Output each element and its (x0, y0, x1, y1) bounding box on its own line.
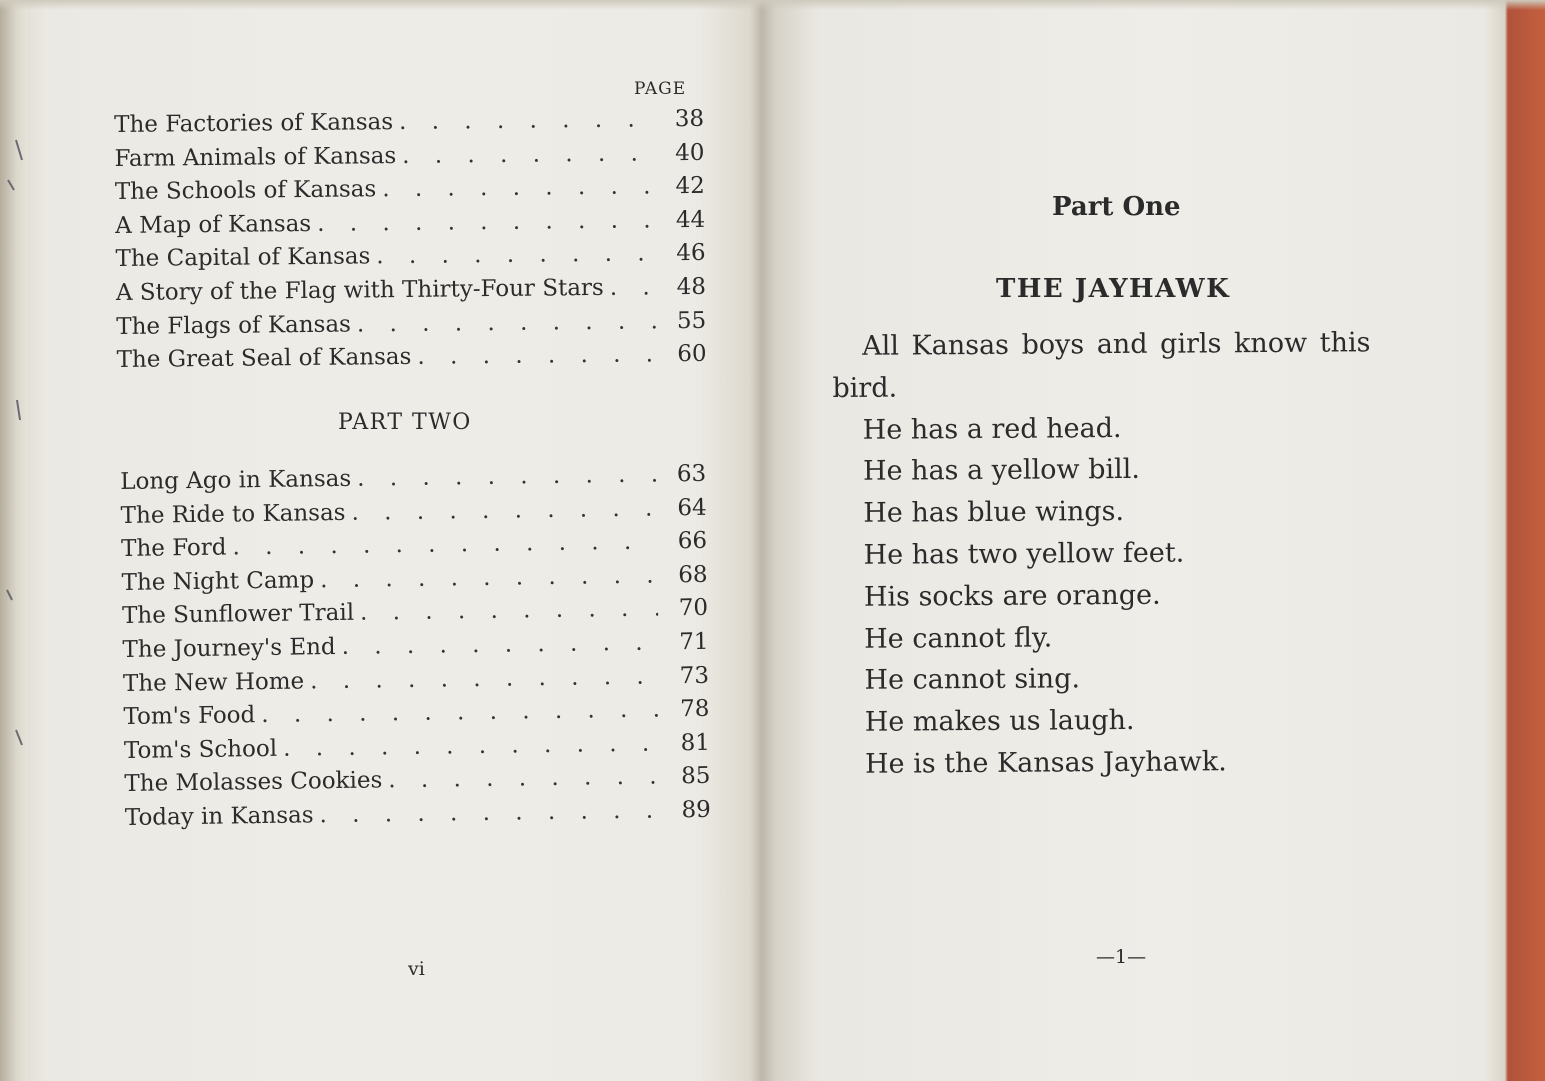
story-line: He is the Kansas Jayhawk. (864, 746, 1227, 780)
story-text (832, 322, 1425, 786)
toc-entry-title: A Map of Kansas (115, 210, 312, 239)
story-page (770, 0, 1505, 1081)
toc-entry-title: A Story of the Flag with Thirty-Four Stars (115, 274, 604, 306)
chapter-title: THE JAYHAWK (996, 274, 1231, 304)
story-first-paragraph: All Kansas boys and girls know this bird. (832, 327, 1371, 404)
toc-entry-title: The Journey's End (122, 633, 336, 663)
toc-entry-title: The Great Seal of Kansas (116, 344, 412, 374)
toc-entry-page: 63 (676, 460, 707, 488)
toc-entry-title: The Ford (120, 534, 227, 563)
toc-entry-page: 85 (680, 763, 711, 790)
toc-entry-page: 60 (677, 340, 707, 368)
toc-entry-title: The Sunflower Trail (121, 600, 355, 630)
toc-entry-page: 70 (678, 595, 709, 622)
toc-leader-dots (382, 171, 655, 207)
toc-leader-dots (610, 271, 656, 305)
toc-entry (116, 338, 706, 378)
toc-leader-dots (399, 103, 654, 139)
toc-entry-page: 73 (679, 662, 710, 689)
toc-leader-dots (376, 238, 656, 275)
toc-leader-dots (357, 305, 657, 342)
toc-entry-page: 64 (677, 494, 707, 521)
toc-leader-dots (341, 626, 658, 664)
toc-entry-page: 44 (675, 206, 706, 233)
story-line: He has a red head. (862, 412, 1122, 446)
toc-entry-title: The Capital of Kansas (115, 243, 371, 273)
toc-entry-title: The Ride to Kansas (120, 499, 346, 529)
toc-leader-dots (417, 338, 657, 374)
toc-leader-dots (319, 794, 661, 832)
toc-entry-page: 46 (676, 240, 706, 267)
toc-entry-title: The Flags of Kansas (116, 311, 352, 340)
toc-entry-title: Today in Kansas (124, 802, 314, 831)
toc-leader-dots (283, 727, 660, 766)
toc-entry-page: 40 (675, 139, 705, 166)
toc-leader-dots (261, 694, 660, 733)
part-title: Part One (1052, 192, 1181, 222)
toc-entry-title: The Factories of Kansas (114, 109, 394, 138)
toc-leader-dots (317, 204, 655, 241)
toc-leader-dots (402, 137, 655, 173)
toc-leader-dots (360, 593, 658, 631)
toc-entry-title: Tom's School (123, 735, 278, 764)
page-column-heading: PAGE (634, 79, 687, 99)
part-two-heading: PART TWO (338, 410, 472, 435)
story-line: He cannot fly. (864, 622, 1053, 655)
toc-entry-title: The Molasses Cookies (124, 767, 383, 798)
toc-entry-page: 48 (676, 273, 707, 301)
toc-leader-dots (310, 660, 659, 698)
toc-leader-dots (320, 559, 658, 597)
story-line: He has blue wings. (863, 496, 1125, 529)
toc-leader-dots (388, 761, 661, 798)
toc-entry-title: Tom's Food (123, 702, 256, 731)
part-two-contents (120, 458, 711, 836)
toc-entry-page: 89 (681, 796, 712, 824)
toc-entry-title: The Night Camp (121, 567, 315, 596)
left-page-number: vi (408, 958, 425, 980)
toc-entry-page: 38 (674, 105, 705, 133)
toc-entry (125, 794, 711, 836)
story-line: He makes us laugh. (864, 705, 1135, 738)
story-line: He cannot sing. (864, 663, 1081, 697)
toc-leader-dots (357, 459, 656, 497)
toc-leader-dots (351, 492, 657, 530)
toc-entry-title: The Schools of Kansas (114, 176, 377, 206)
toc-entry-title: Farm Animals of Kansas (114, 142, 397, 172)
story-line: His socks are orange. (863, 579, 1161, 613)
toc-entry-page: 66 (677, 527, 708, 555)
toc-entry-page: 42 (675, 173, 705, 200)
toc-entry-title: The New Home (122, 668, 305, 697)
toc-entry-title: Long Ago in Kansas (120, 465, 352, 495)
story-line: He has a yellow bill. (862, 454, 1141, 488)
toc-entry-page: 81 (680, 729, 711, 756)
story-line: He has two yellow feet. (863, 537, 1185, 571)
right-page-number: —1— (1096, 946, 1147, 968)
toc-entry-page: 55 (676, 307, 707, 334)
toc-entry-page: 78 (679, 695, 710, 723)
part-one-contents (114, 103, 707, 378)
toc-entry-page: 71 (679, 628, 709, 656)
toc-entry-page: 68 (678, 561, 708, 588)
contents-page (0, 0, 760, 1081)
